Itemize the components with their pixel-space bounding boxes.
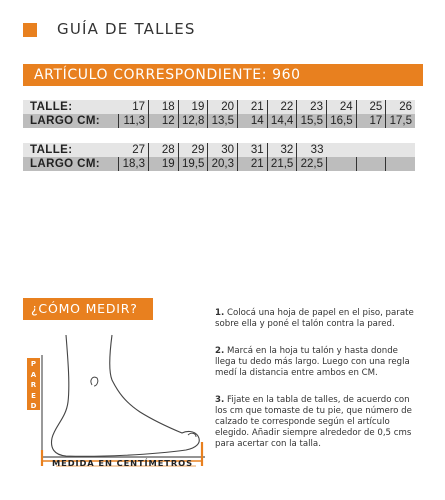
talle-cell: 24 — [326, 100, 356, 114]
step-text: Marcá en la hoja tu talón y hasta donde llega tu dedo más largo. Luego con una regla medí la distancia entre ambos en CM. — [215, 346, 410, 378]
step-text: Colocá una hoja de papel en el piso, parate sobre ella y poné el talón contra la pared. — [215, 308, 414, 329]
largo-cell: 19 — [149, 157, 179, 171]
talle-cell: 31 — [238, 143, 268, 157]
header-square-icon — [23, 23, 37, 37]
empty-cell — [356, 143, 386, 157]
pared-letter: D — [30, 402, 37, 410]
largo-row — [23, 114, 415, 128]
talle-row — [23, 143, 415, 157]
pared-letter: P — [30, 360, 37, 368]
talle-cell: 19 — [178, 100, 208, 114]
instruction-step — [215, 308, 415, 330]
talle-cell: 22 — [267, 100, 297, 114]
largo-cell: 14 — [238, 114, 268, 128]
empty-cell — [386, 157, 415, 171]
talle-cell: 27 — [132, 144, 146, 156]
toe-nail — [188, 433, 196, 437]
empty-cell — [326, 157, 356, 171]
step-number: 1. — [215, 308, 225, 318]
talle-cell: 17 — [132, 101, 146, 113]
largo-cell: 21 — [238, 157, 268, 171]
largo-cell: 12 — [149, 114, 179, 128]
largo-cell: 16,5 — [326, 114, 356, 128]
largo-row — [23, 157, 415, 171]
largo-cell: 19,5 — [178, 157, 208, 171]
foot-diagram — [0, 330, 215, 500]
pared-letter: E — [31, 391, 36, 400]
instructions — [215, 308, 415, 466]
talle-cell: 20 — [208, 100, 238, 114]
largo-cell: 17,5 — [386, 114, 415, 128]
largo-cell: 21,5 — [267, 157, 297, 171]
step-text: Fijate en la tabla de talles, de acuerdo con los cm que tomaste de tu pie, que número de calzado te corresponde según el artículo elegido. Añadir siempre alrededor de 0,5 cms para acertar con la talla. — [215, 395, 412, 449]
talle-cell: 30 — [208, 143, 238, 157]
largo-cell: 13,5 — [208, 114, 238, 128]
step-number: 2. — [215, 346, 225, 356]
empty-cell — [386, 143, 415, 157]
talle-label: TALLE: — [30, 101, 73, 113]
talle-cell: 18 — [149, 100, 179, 114]
largo-cell: 11,3 — [119, 114, 149, 128]
pared-label — [27, 358, 40, 410]
largo-cell: 20,3 — [208, 157, 238, 171]
step-number: 3. — [215, 395, 225, 405]
medida-label: MEDIDA EN CENTÍMETROS — [52, 458, 193, 468]
talle-cell: 25 — [356, 100, 386, 114]
largo-cell: 12,8 — [178, 114, 208, 128]
foot-outline — [52, 335, 200, 456]
talle-cell: 21 — [238, 100, 268, 114]
pared-letter: R — [30, 381, 37, 389]
empty-cell — [356, 157, 386, 171]
page-title: GUÍA DE TALLES — [57, 20, 196, 38]
instruction-step — [215, 395, 415, 450]
talle-label: TALLE: — [30, 144, 73, 156]
largo-cell: 22,5 — [297, 157, 327, 171]
size-table-2 — [23, 143, 415, 171]
talle-row — [23, 100, 415, 114]
largo-cell: 18,3 — [119, 157, 149, 171]
largo-label: LARGO CM: — [30, 115, 101, 127]
empty-cell — [326, 143, 356, 157]
talle-cell: 32 — [267, 143, 297, 157]
largo-label: LARGO CM: — [30, 158, 101, 170]
talle-cell: 23 — [297, 100, 327, 114]
largo-cell: 14,4 — [267, 114, 297, 128]
talle-cell: 33 — [297, 143, 327, 157]
size-table-1 — [23, 100, 415, 128]
largo-cell: 15,5 — [297, 114, 327, 128]
ankle-mark — [91, 377, 98, 386]
talle-cell: 29 — [178, 143, 208, 157]
pared-letter: A — [30, 370, 37, 379]
instruction-step — [215, 346, 415, 379]
talle-cell: 28 — [149, 143, 179, 157]
largo-cell: 17 — [356, 114, 386, 128]
talle-cell: 26 — [386, 100, 415, 114]
como-medir-banner: ¿CÓMO MEDIR? — [23, 298, 153, 320]
article-banner: ARTÍCULO CORRESPONDIENTE: 960 — [23, 64, 423, 86]
